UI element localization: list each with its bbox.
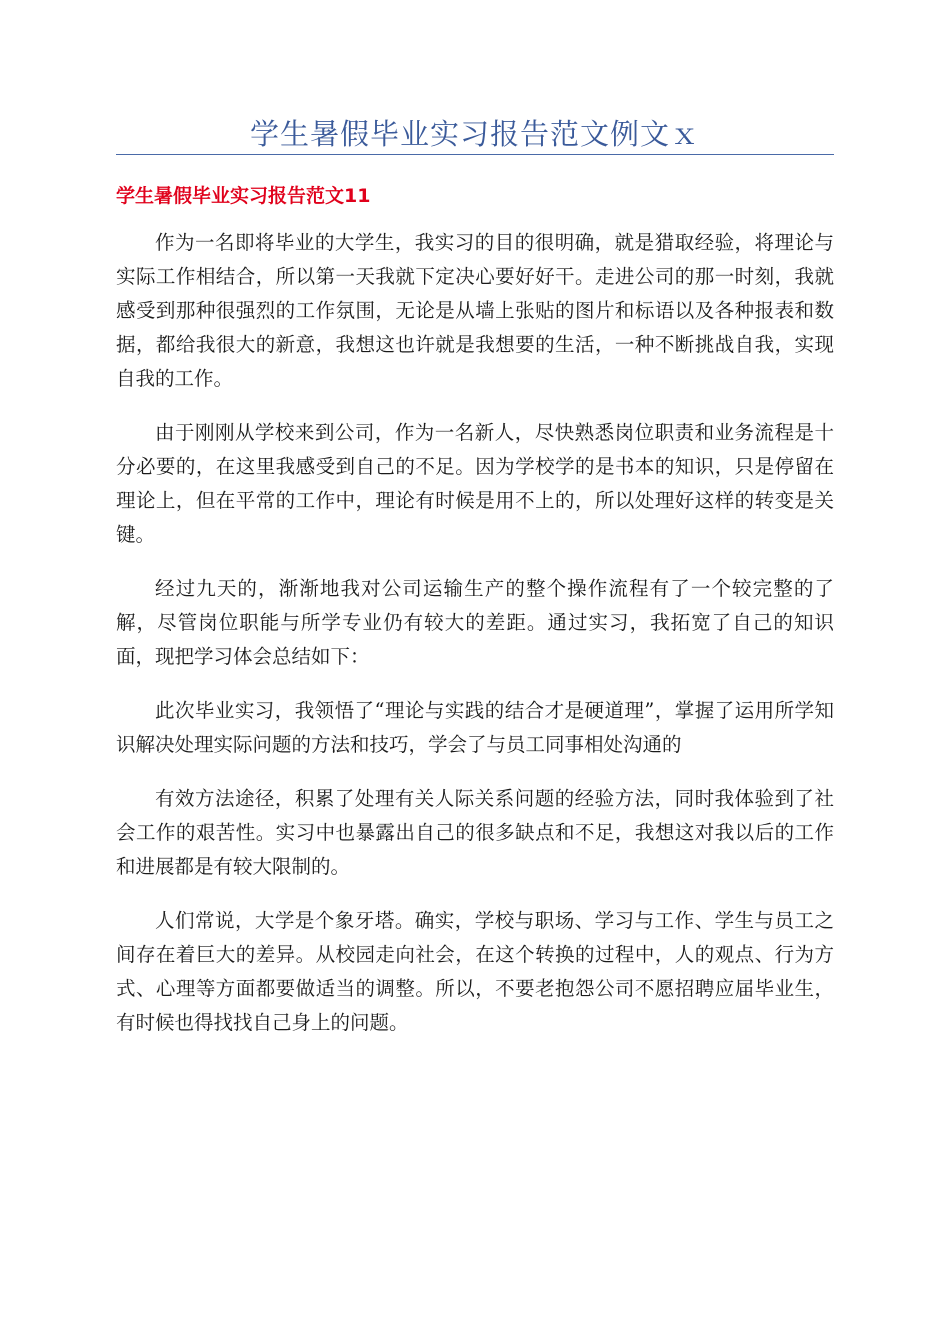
title-underline xyxy=(116,154,834,155)
paragraph-2: 由于刚刚从学校来到公司，作为一名新人，尽快熟悉岗位职责和业务流程是十分必要的，在这里我感受到自己的不足。因为学校学的是书本的知识，只是停留在理论上，但在平常的工作中，理论有时候是用不上的，所以处理好这样的转变是关键。 xyxy=(116,421,834,546)
paragraph-4: 此次毕业实习，我领悟了“理论与实践的结合才是硬道理”，掌握了运用所学知识解决处理实际问题的方法和技巧，学会了与员工同事相处沟通的 xyxy=(116,699,834,756)
document-title: 学生暑假毕业实习报告范文例文ｘ xyxy=(249,117,700,151)
body-text xyxy=(116,226,834,1060)
section-heading: 学生暑假毕业实习报告范文11 xyxy=(116,185,371,207)
paragraph-3: 经过九天的，渐渐地我对公司运输生产的整个操作流程有了一个较完整的了解，尽管岗位职能与所学专业仍有较大的差距。通过实习，我拓宽了自己的知识面，现把学习体会总结如下： xyxy=(116,577,834,668)
paragraph-1: 作为一名即将毕业的大学生，我实习的目的很明确，就是猎取经验，将理论与实际工作相结合，所以第一天我就下定决心要好好干。走进公司的那一时刻，我就感受到那种很强烈的工作氛围，无论是从墙上张贴的图片和标语以及各种报表和数据，都给我很大的新意，我想这也许就是我想要的生活，一种不断挑战自我，实现自我的工作。 xyxy=(116,231,834,390)
paragraph-6: 人们常说，大学是个象牙塔。确实，学校与职场、学习与工作、学生与员工之间存在着巨大的差异。从校园走向社会，在这个转换的过程中，人的观点、行为方式、心理等方面都要做适当的调整。所以，不要老抱怨公司不愿招聘应届毕业生，有时候也得找找自己身上的问题。 xyxy=(116,909,834,1034)
paragraph-5: 有效方法途径，积累了处理有关人际关系问题的经验方法，同时我体验到了社会工作的艰苦性。实习中也暴露出自己的很多缺点和不足，我想这对我以后的工作和进展都是有较大限制的。 xyxy=(116,787,834,878)
